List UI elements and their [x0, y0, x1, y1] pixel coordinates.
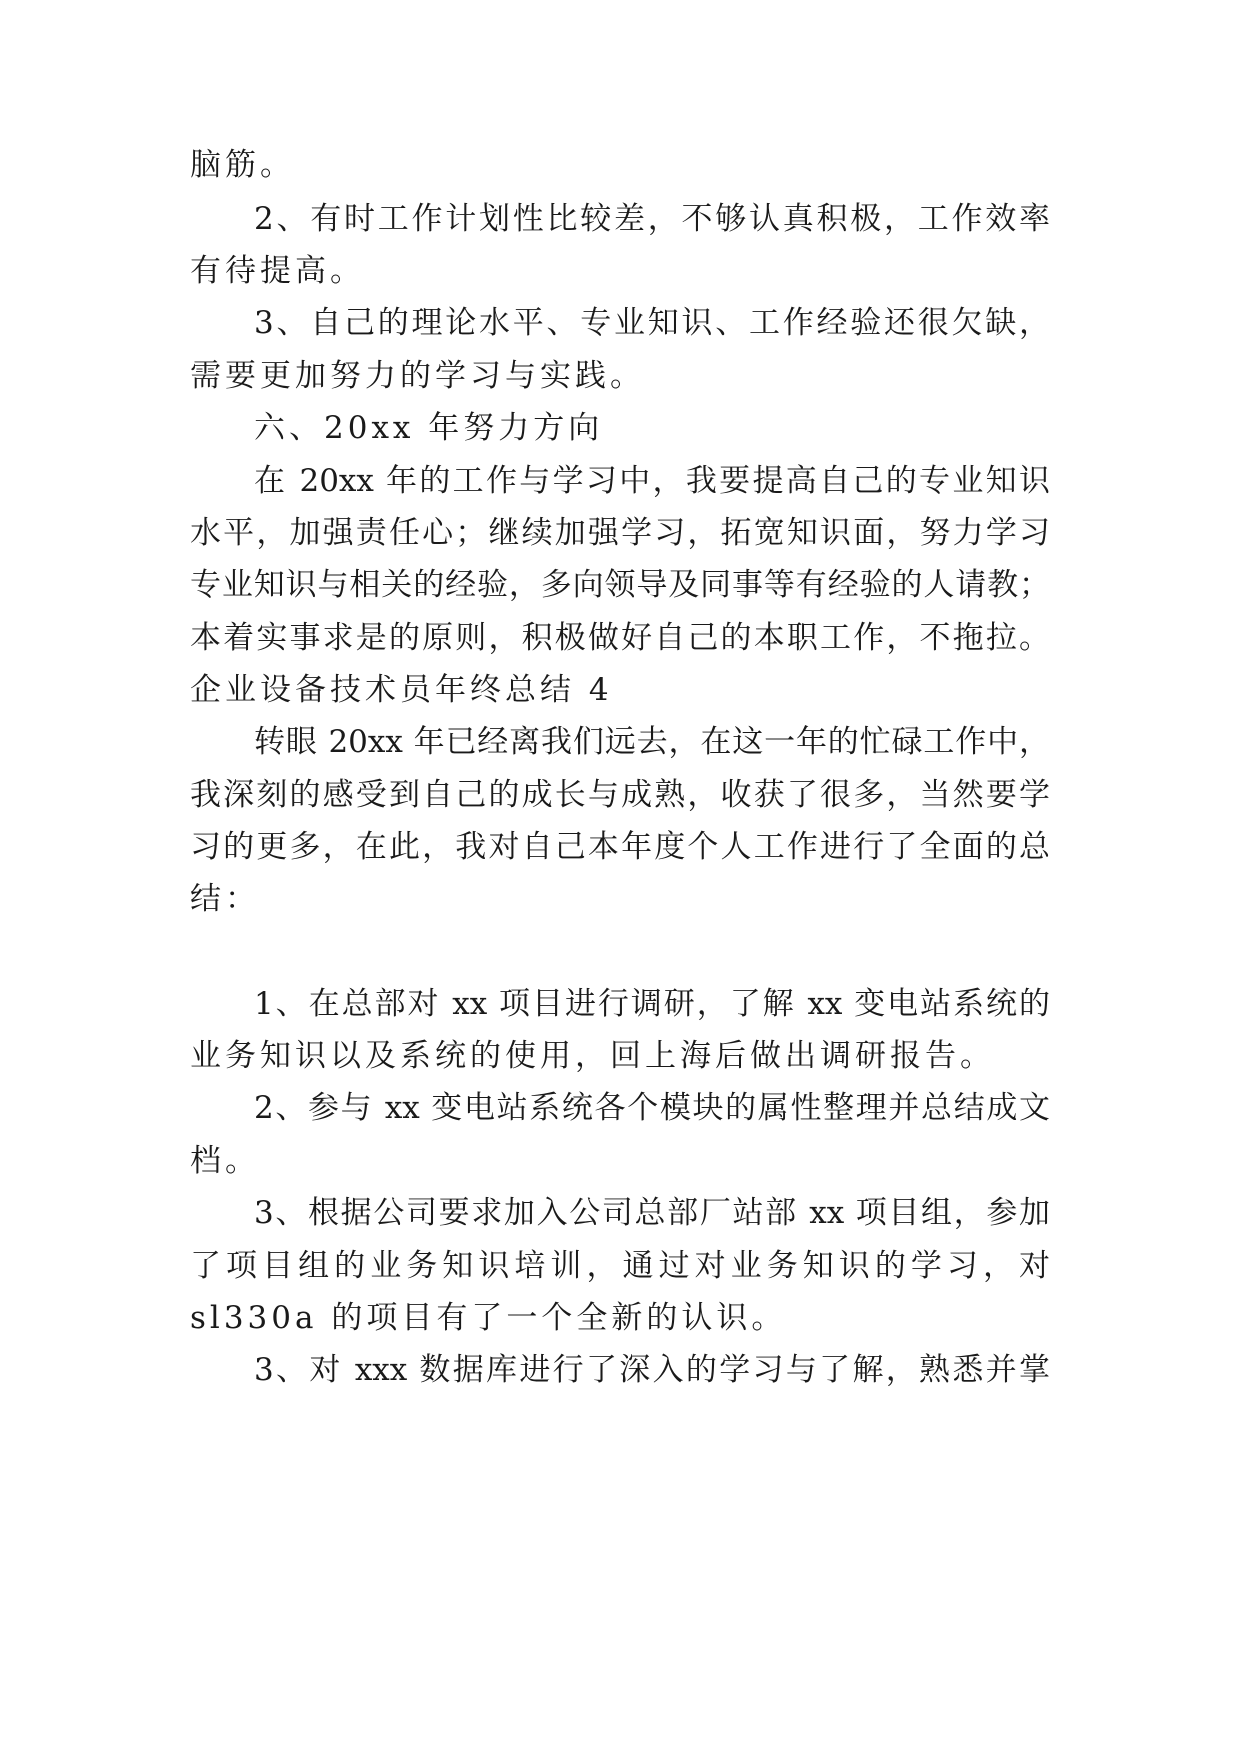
text-line: 水平，加强责任心；继续加强学习，拓宽知识面，努力学习	[190, 515, 1050, 551]
text-line: sl330a 的项目有了一个全新的认识。	[190, 1300, 787, 1336]
text-line: 2、参与 xx 变电站系统各个模块的属性整理并总结成文	[254, 1090, 1050, 1126]
text-line: 3、根据公司要求加入公司总部厂站部 xx 项目组，参加	[254, 1195, 1050, 1231]
text-line: 档。	[190, 1143, 260, 1179]
text-line: 2、有时工作计划性比较差，不够认真积极，工作效率	[254, 201, 1050, 237]
text-line: 需要更加努力的学习与实践。	[190, 358, 645, 394]
document-title: 企业设备技术员年终总结 4	[190, 672, 613, 708]
text-line: 1、在总部对 xx 项目进行调研，了解 xx 变电站系统的	[254, 986, 1050, 1022]
section-heading: 六、20xx 年努力方向	[254, 410, 604, 446]
text-line: 了项目组的业务知识培训，通过对业务知识的学习，对	[190, 1248, 1050, 1284]
text-line: 本着实事求是的原则，积极做好自己的本职工作，不拖拉。	[190, 620, 1050, 656]
text-line: 业务知识以及系统的使用，回上海后做出调研报告。	[190, 1038, 995, 1074]
text-line: 3、对 xxx 数据库进行了深入的学习与了解，熟悉并掌	[254, 1352, 1050, 1388]
text-line: 习的更多，在此，我对自己本年度个人工作进行了全面的总	[190, 829, 1050, 865]
text-line: 专业知识与相关的经验，多向领导及同事等有经验的人请教；	[190, 567, 1050, 603]
text-line: 转眼 20xx 年已经离我们远去，在这一年的忙碌工作中，	[254, 724, 1050, 760]
text-line: 我深刻的感受到自己的成长与成熟，收获了很多，当然要学	[190, 777, 1050, 813]
text-line: 结：	[190, 881, 260, 917]
text-line: 3、自己的理论水平、专业知识、工作经验还很欠缺，	[254, 305, 1050, 341]
text-line: 脑筋。	[190, 147, 295, 183]
text-line: 有待提高。	[190, 253, 365, 289]
text-line: 在 20xx 年的工作与学习中，我要提高自己的专业知识	[254, 463, 1050, 499]
